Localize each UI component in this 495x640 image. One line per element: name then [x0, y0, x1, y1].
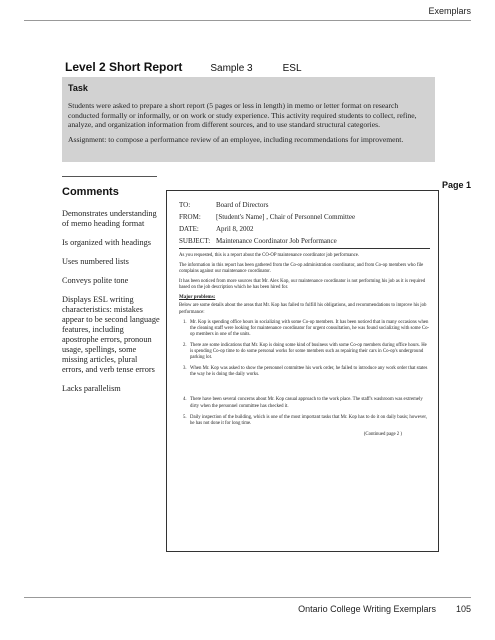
comment-item: Demonstrates understanding of memo heading format — [62, 209, 157, 228]
task-title: Task — [68, 83, 88, 93]
memo-subject-row — [179, 237, 430, 246]
comment-item: Uses numbered lists — [62, 257, 129, 266]
comment-item: Conveys polite tone — [62, 276, 129, 285]
report-level-title: Level 2 Short Report — [65, 60, 183, 74]
task-assignment: Assignment: to compose a performance review of an employee, including recommendations for improvement. — [68, 134, 404, 144]
memo-list-item — [183, 397, 430, 409]
memo-item-text: Mr. Kop is spending office hours in socializing with some Co-op members. It has been noticed that in many occasions when the cleaning staff were looking for maintenance coordinator for urgent consultation, he was found socializing with some Co-op members in one of the units. — [190, 319, 430, 337]
memo-divider — [179, 248, 430, 249]
memo-date-row — [179, 225, 430, 234]
memo-list-item — [183, 366, 430, 378]
memo-item-number: 3. — [183, 366, 187, 372]
task-description: Students were asked to prepare a short report (5 pages or less in length) in memo or letter format on research conducted formally or informally, or on work or study experience. This activity required students to collect, refine, analyze, and organization information from different sources, and to use standard structural categories. — [68, 101, 417, 129]
memo-item-text: When Mr. Kop was asked to show the personnel committee his work order, he failed to introduce any work order that states the way he is doing the daily works. — [190, 366, 428, 378]
memo-item-text: There have been several concerns about Mr. Kop casual approach to the work place. The staff's washroom was extremely dirty when the personnel committee has checked it. — [190, 397, 423, 409]
memo-date-label: DATE: — [179, 225, 199, 233]
memo-heading: Major problems: — [179, 295, 216, 301]
section-header: Exemplars — [428, 6, 471, 16]
footer-title: Ontario College Writing Exemplars — [298, 604, 436, 614]
memo-paragraph: The information in this report has been gathered from the Co-op administration coordinator, and from Co-op members who file complains against our maintenance coordinator. — [179, 263, 424, 275]
memo-date-value: April 8, 2002 — [216, 225, 254, 233]
title-row — [65, 60, 302, 74]
memo-paragraph: It has been noticed from more sources that Mr. Alex Kop, our maintenance coordinator is not performing his job as it is required based on the job description which he has been hired for. — [179, 279, 426, 291]
comments-title: Comments — [62, 186, 119, 198]
memo-item-number: 4. — [183, 397, 187, 403]
comment-item: Is organized with headings — [62, 238, 152, 247]
memo-item-text: There are some indications that Mr. Kop is doing some kind of business with some Co-op members during office hours. He is spending Co-op time to do some personal works for some members such as repairing their cars in Co-op's underground parking lot. — [190, 342, 427, 361]
memo-list-item — [183, 320, 430, 338]
memo-list-item — [183, 343, 430, 361]
memo-paragraph: As you requested, this is a report about the CO-OP maintenance coordinator job performance. — [179, 253, 360, 258]
comments-list — [62, 209, 160, 403]
comment-item: Displays ESL writing characteristics: mistakes appear to be second language features, including apostrophe errors, pronoun usage, spellings, some missing articles, plural errors, and verb tense errors — [62, 295, 160, 374]
sample-label: Sample 3 — [210, 63, 253, 74]
memo-document-scan — [166, 190, 439, 552]
task-box — [62, 77, 435, 162]
comments-divider — [62, 176, 157, 177]
category-label: ESL — [282, 63, 302, 74]
memo-to-value: Board of Directors — [216, 201, 269, 209]
memo-from-label: FROM: — [179, 213, 201, 221]
footer-divider — [24, 597, 471, 598]
memo-list-item — [183, 415, 430, 427]
footer — [298, 604, 471, 614]
memo-subject-label: SUBJECT: — [179, 237, 211, 245]
memo-from-value: [Student's Name] , Chair of Personnel Committee — [216, 213, 356, 221]
comment-item: Lacks parallelism — [62, 384, 121, 393]
header-divider — [24, 20, 471, 21]
memo-paragraph: Below are some details about the areas that Mr. Kop has failed to fulfill his obligations, and recommendations to improve his job performance: — [179, 303, 427, 315]
memo-continued-note: (Continued page 2 ) — [363, 431, 402, 437]
memo-item-text: Daily inspection of the building, which is one of the most important tasks that Mr. Kop has to do it on daily basis; however, he has not done it for long time. — [190, 414, 427, 426]
memo-to-row — [179, 201, 430, 210]
memo-subject-value: Maintenance Coordinator Job Performance — [216, 237, 337, 245]
memo-from-row — [179, 213, 430, 222]
memo-item-number: 1. — [183, 319, 187, 325]
memo-to-label: TO: — [179, 201, 191, 209]
memo-item-number: 2. — [183, 342, 187, 348]
page-label: Page 1 — [441, 180, 471, 190]
page-number: 105 — [455, 604, 471, 614]
memo-item-number: 5. — [183, 414, 187, 420]
memo-spacer — [179, 383, 430, 397]
